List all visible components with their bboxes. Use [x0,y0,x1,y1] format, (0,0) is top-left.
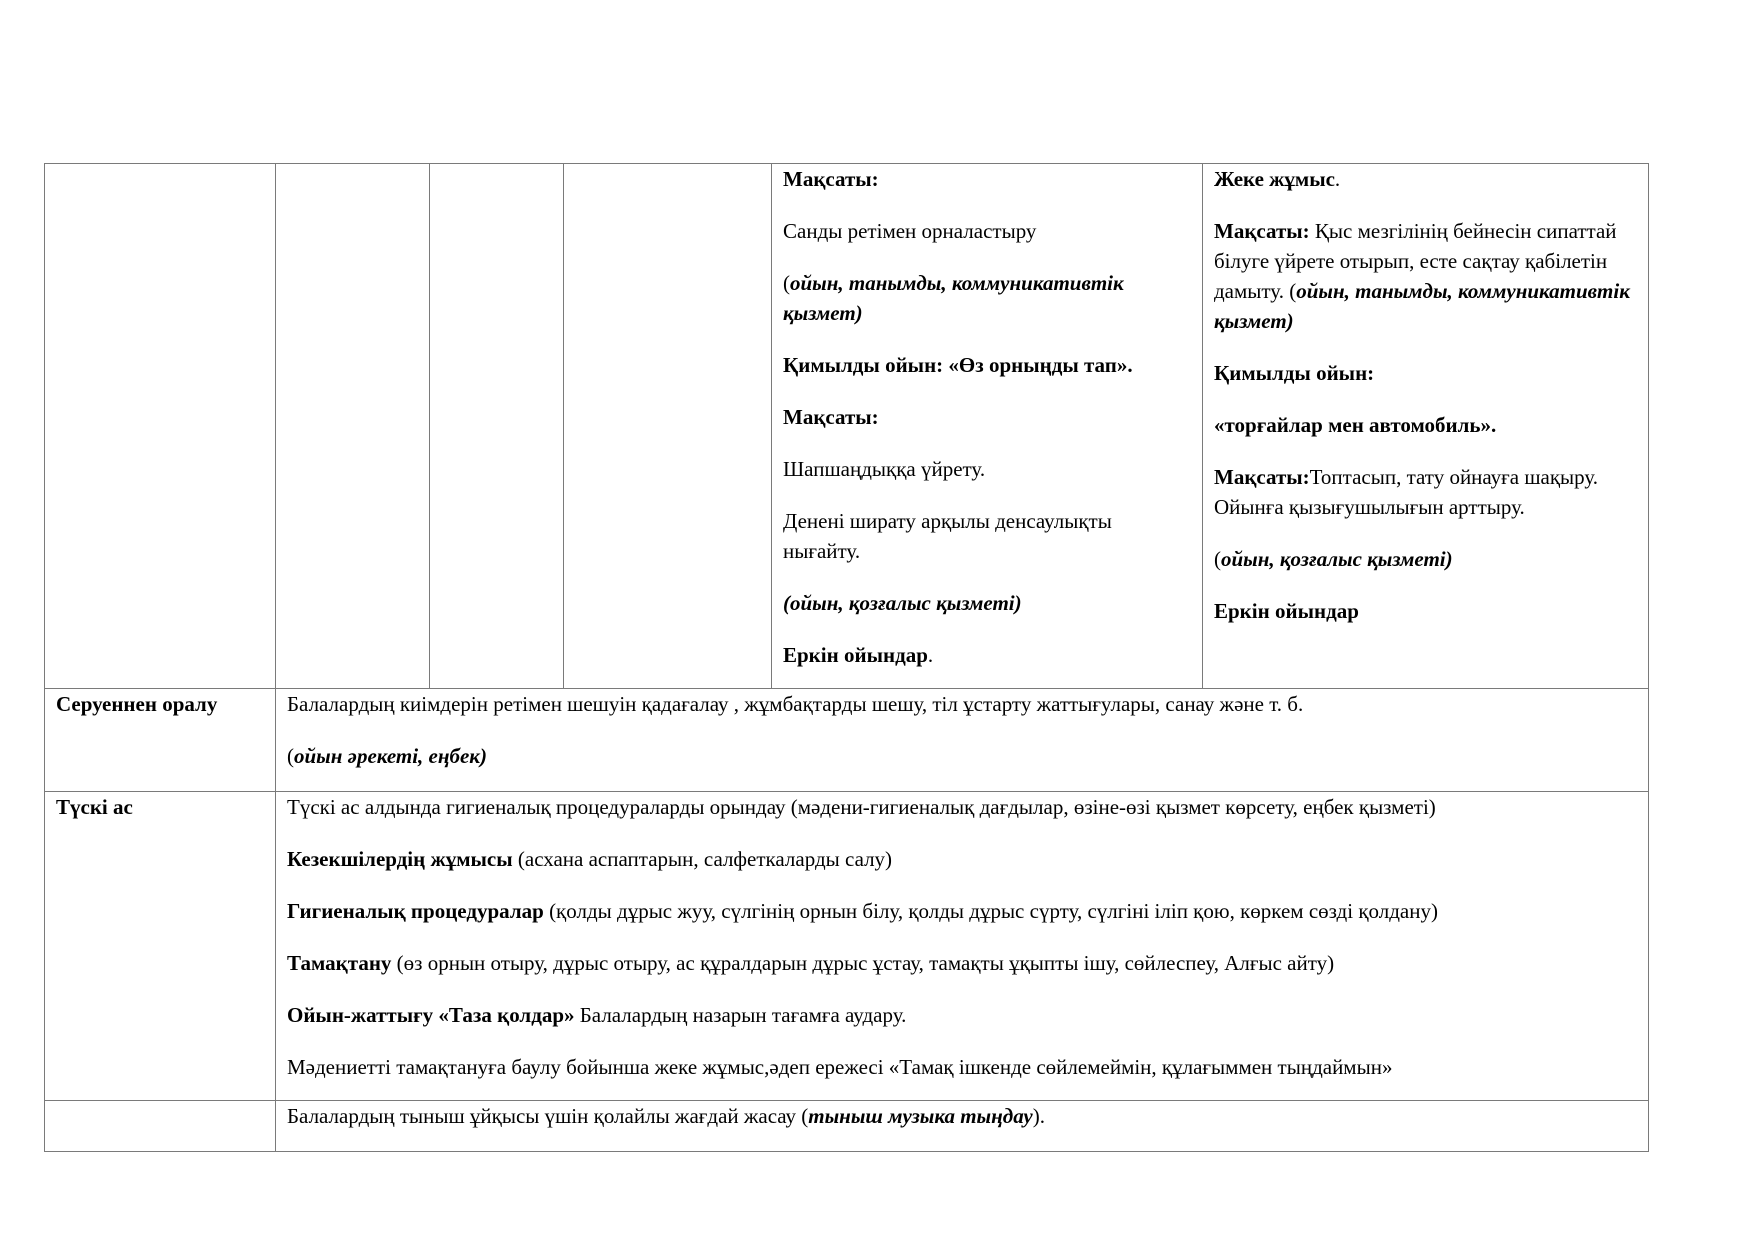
duty-text: (асхана аспаптарын, салфеткаларды салу) [512,847,893,871]
goal-text: Санды ретімен орналастыру [783,219,1037,243]
table-cell-empty [564,164,772,689]
table-cell-empty [430,164,564,689]
table-row [45,689,1649,792]
sleep-text: Балалардың тыныш ұйқысы үшін қолайлы жағдай жасау ( [287,1104,809,1128]
hygiene-text: (қолды дұрыс жуу, сүлгінің орнын білу, қолды дұрыс сүрту, сүлгіні іліп қою, көркем сөзді қолдану) [543,899,1438,923]
table-row [45,1101,1649,1152]
eating-text: (өз орнын отыру, дұрыс отыру, ас құралдарын дұрыс ұстау, тамақты ұқыпты ішу, сөйлеспеу, Алғыс айту) [391,951,1335,975]
eating-label: Тамақтану [287,951,392,975]
table-cell-empty [45,164,276,689]
punctuation: . [1334,167,1341,191]
activity-type: ойын, танымды, коммуникативтік қызмет) [1214,279,1630,333]
row-label-sleep [45,1101,276,1152]
activity-open: ( [287,744,294,768]
free-games: Еркін ойындар [783,643,928,667]
goal-text: Шапшаңдыққа үйрету. [783,457,986,481]
return-walk-text: Балалардың киімдерін ретімен шешуін қадағалау , жұмбақтарды шешу, тіл ұстарту жаттығулары, санау және т. б. [287,692,1304,716]
activity-type: ойын, қозғалыс қызметі) [1221,547,1453,571]
table-cell-lunch [276,792,1649,1101]
hygiene-label: Гигиеналық процедуралар [287,899,544,923]
game-title: Қимылды ойын: «Өз орныңды тап». [783,353,1133,377]
table-cell-sleep [276,1101,1649,1152]
activity-type: ойын, танымды, коммуникативтік қызмет) [783,271,1124,325]
table-cell-return-walk [276,689,1649,792]
table-cell-empty [276,164,430,689]
exercise-text: Балалардың назарын тағамға аудару. [574,1003,907,1027]
activity-type: (ойын, қозғалыс қызметі) [783,591,1022,615]
table-cell-activity-day5 [772,164,1203,689]
table-row [45,164,1649,689]
activity-open: ( [1214,547,1221,571]
goal-label: Мақсаты: [783,167,879,191]
goal-label: Мақсаты: [1214,219,1310,243]
game-title: «торғайлар мен автомобиль». [1214,413,1497,437]
duty-label: Кезекшілердің жұмысы [287,847,513,871]
goal-text: Топтасып, тату ойнауға шақыру. Ойынға қызығушылығын арттыру. [1214,465,1599,519]
goal-text: Қыс мезгілінің бейнесін сипаттай білуге үйрете отырып, есте сақтау қабілетін дамыту. ( [1214,219,1617,303]
goal-label: Мақсаты: [1214,465,1310,489]
activity-type: ойын әрекеті, еңбек) [294,744,487,768]
individual-work-title: Жеке жұмыс [1214,167,1335,191]
sleep-music: тыныш музыка тыңдау [808,1104,1033,1128]
activity-open: ( [783,271,790,295]
table-row [45,792,1649,1101]
goal-label: Мақсаты: [783,405,879,429]
free-games: Еркін ойындар [1214,599,1359,623]
row-label-return-walk: Серуеннен оралу [45,689,276,792]
table-cell-activity-day6 [1203,164,1649,689]
row-label-lunch: Түскі ас [45,792,276,1101]
punctuation: ). [1032,1104,1045,1128]
health-text: Денені ширату арқылы денсаулықты нығайту. [783,509,1112,563]
game-label: Қимылды ойын: [1214,361,1375,385]
exercise-label: Ойын-жаттығу «Таза қолдар» [287,1003,575,1027]
daily-plan-table [44,163,1649,1152]
lunch-text: Түскі ас алдында гигиеналық процедураларды орындау (мәдени-гигиеналық дағдылар, өзіне-өзі қызмет көрсету, еңбек қызметі) [287,795,1436,819]
culture-text: Мәдениетті тамақтануға баулу бойынша жеке жұмыс,әдеп ережесі «Тамақ ішкенде сөйлемеймін, құлағыммен тыңдаймын» [287,1055,1393,1079]
punctuation: . [927,643,934,667]
